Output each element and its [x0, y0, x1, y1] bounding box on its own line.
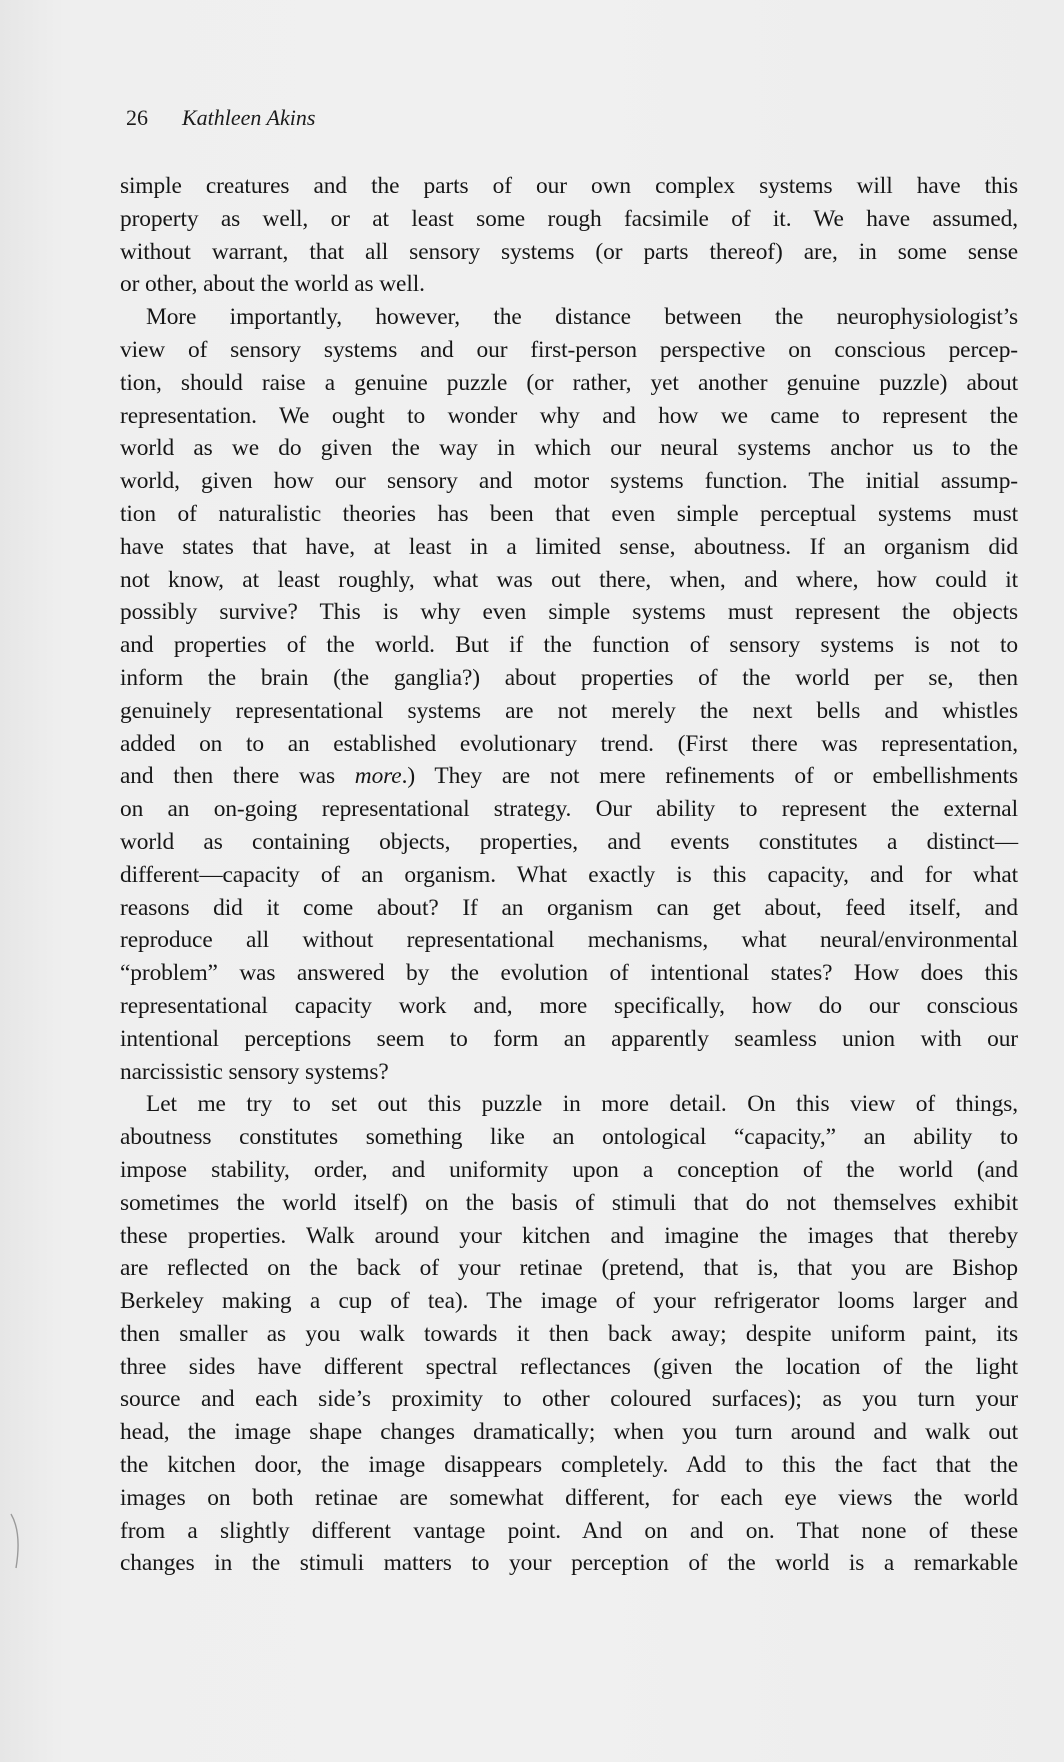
text-line: the kitchen door, the image disappears completely. Add to this the fact that the [120, 1452, 1018, 1479]
text-line: aboutness constitutes something like an ontological “capacity,” an ability to [120, 1124, 1018, 1151]
text-line: tion of naturalistic theories has been that even simple perceptual systems must [120, 500, 1018, 527]
text-line: not know, at least roughly, what was out there, when, and where, how could it [120, 566, 1018, 593]
text-line: world as we do given the way in which our neural systems anchor us to the [120, 435, 1018, 462]
text-line: inform the brain (the ganglia?) about properties of the world per se, then [120, 664, 1018, 691]
text-line: More importantly, however, the distance between the neurophysiologist’s [146, 304, 1018, 331]
text-line: added on to an established evolutionary trend. (First there was representation, [120, 730, 1018, 757]
text-line: different—capacity of an organism. What exactly is this capacity, and for what [120, 861, 1018, 888]
text-run: .) They are not mere refinements of or embellishments [401, 763, 1018, 790]
text-line: sometimes the world itself) on the basis of stimuli that do not themselves exhibit [120, 1189, 1018, 1216]
emphasis-more: more [354, 763, 402, 790]
text-line: intentional perceptions seem to form an apparently seamless union with our [120, 1025, 1018, 1052]
text-line: Let me try to set out this puzzle in more detail. On this view of things, [146, 1091, 1018, 1118]
text-line: and properties of the world. But if the function of sensory systems is not to [120, 632, 1018, 659]
text-line-with-italic [120, 760, 1018, 793]
text-line: images on both retinae are somewhat different, for each eye views the world [120, 1484, 1018, 1511]
text-line: tion, should raise a genuine puzzle (or rather, yet another genuine puzzle) about [120, 369, 1018, 396]
text-line: without warrant, that all sensory systems (or parts thereof) are, in some sense [120, 238, 1018, 265]
text-line: have states that have, at least in a limited sense, aboutness. If an organism did [120, 533, 1018, 560]
text-line: on an on-going representational strategy. Our ability to represent the external [120, 796, 1018, 823]
text-line: representation. We ought to wonder why and how we came to represent the [120, 402, 1018, 429]
text-line: these properties. Walk around your kitchen and imagine the images that thereby [120, 1222, 1018, 1249]
text-line: property as well, or at least some rough facsimile of it. We have assumed, [120, 205, 1018, 232]
text-line: or other, about the world as well. [120, 271, 425, 298]
text-line: Berkeley making a cup of tea). The image of your refrigerator looms larger and [120, 1288, 1018, 1315]
binding-mark-icon [8, 1512, 22, 1572]
text-line: narcissistic sensory systems? [120, 1058, 389, 1085]
text-line: “problem” was answered by the evolution of intentional states? How does this [120, 960, 1018, 987]
page-number: 26 [126, 105, 148, 130]
text-line: possibly survive? This is why even simple systems must represent the objects [120, 599, 1018, 626]
text-line: from a slightly different vantage point. And on and on. That none of these [120, 1517, 1018, 1544]
text-line: head, the image shape changes dramatically; when you turn around and walk out [120, 1419, 1018, 1446]
text-line: representational capacity work and, more specifically, how do our conscious [120, 992, 1018, 1019]
text-line: reproduce all without representational mechanisms, what neural/environmental [120, 927, 1018, 954]
text-line: changes in the stimuli matters to your perception of the world is a remarkable [120, 1550, 1018, 1577]
text-line: simple creatures and the parts of our own complex systems will have this [120, 173, 1018, 199]
text-line: then smaller as you walk towards it then back away; despite uniform paint, its [120, 1320, 1018, 1347]
text-line: view of sensory systems and our first-person perspective on conscious percep- [120, 336, 1018, 363]
running-head-author: Kathleen Akins [182, 105, 316, 130]
paragraph-1 [120, 170, 1018, 301]
text-line: world as containing objects, properties, and events constitutes a distinct— [120, 828, 1018, 855]
running-head [126, 104, 315, 132]
text-line: three sides have different spectral reflectances (given the location of the light [120, 1353, 1018, 1380]
paragraph-2 [120, 301, 1018, 1088]
text-line: world, given how our sensory and motor systems function. The initial assump- [120, 468, 1018, 495]
text-line: genuinely representational systems are not merely the next bells and whistles [120, 697, 1018, 724]
text-line: are reflected on the back of your retinae (pretend, that is, that you are Bishop [120, 1255, 1018, 1282]
text-run: and then there was [120, 763, 355, 790]
body-text [120, 170, 1018, 1580]
text-line: impose stability, order, and uniformity upon a conception of the world (and [120, 1156, 1018, 1183]
paragraph-3 [120, 1088, 1018, 1580]
text-line: reasons did it come about? If an organism can get about, feed itself, and [120, 894, 1018, 921]
text-line: source and each side’s proximity to other coloured surfaces); as you turn your [120, 1386, 1018, 1413]
